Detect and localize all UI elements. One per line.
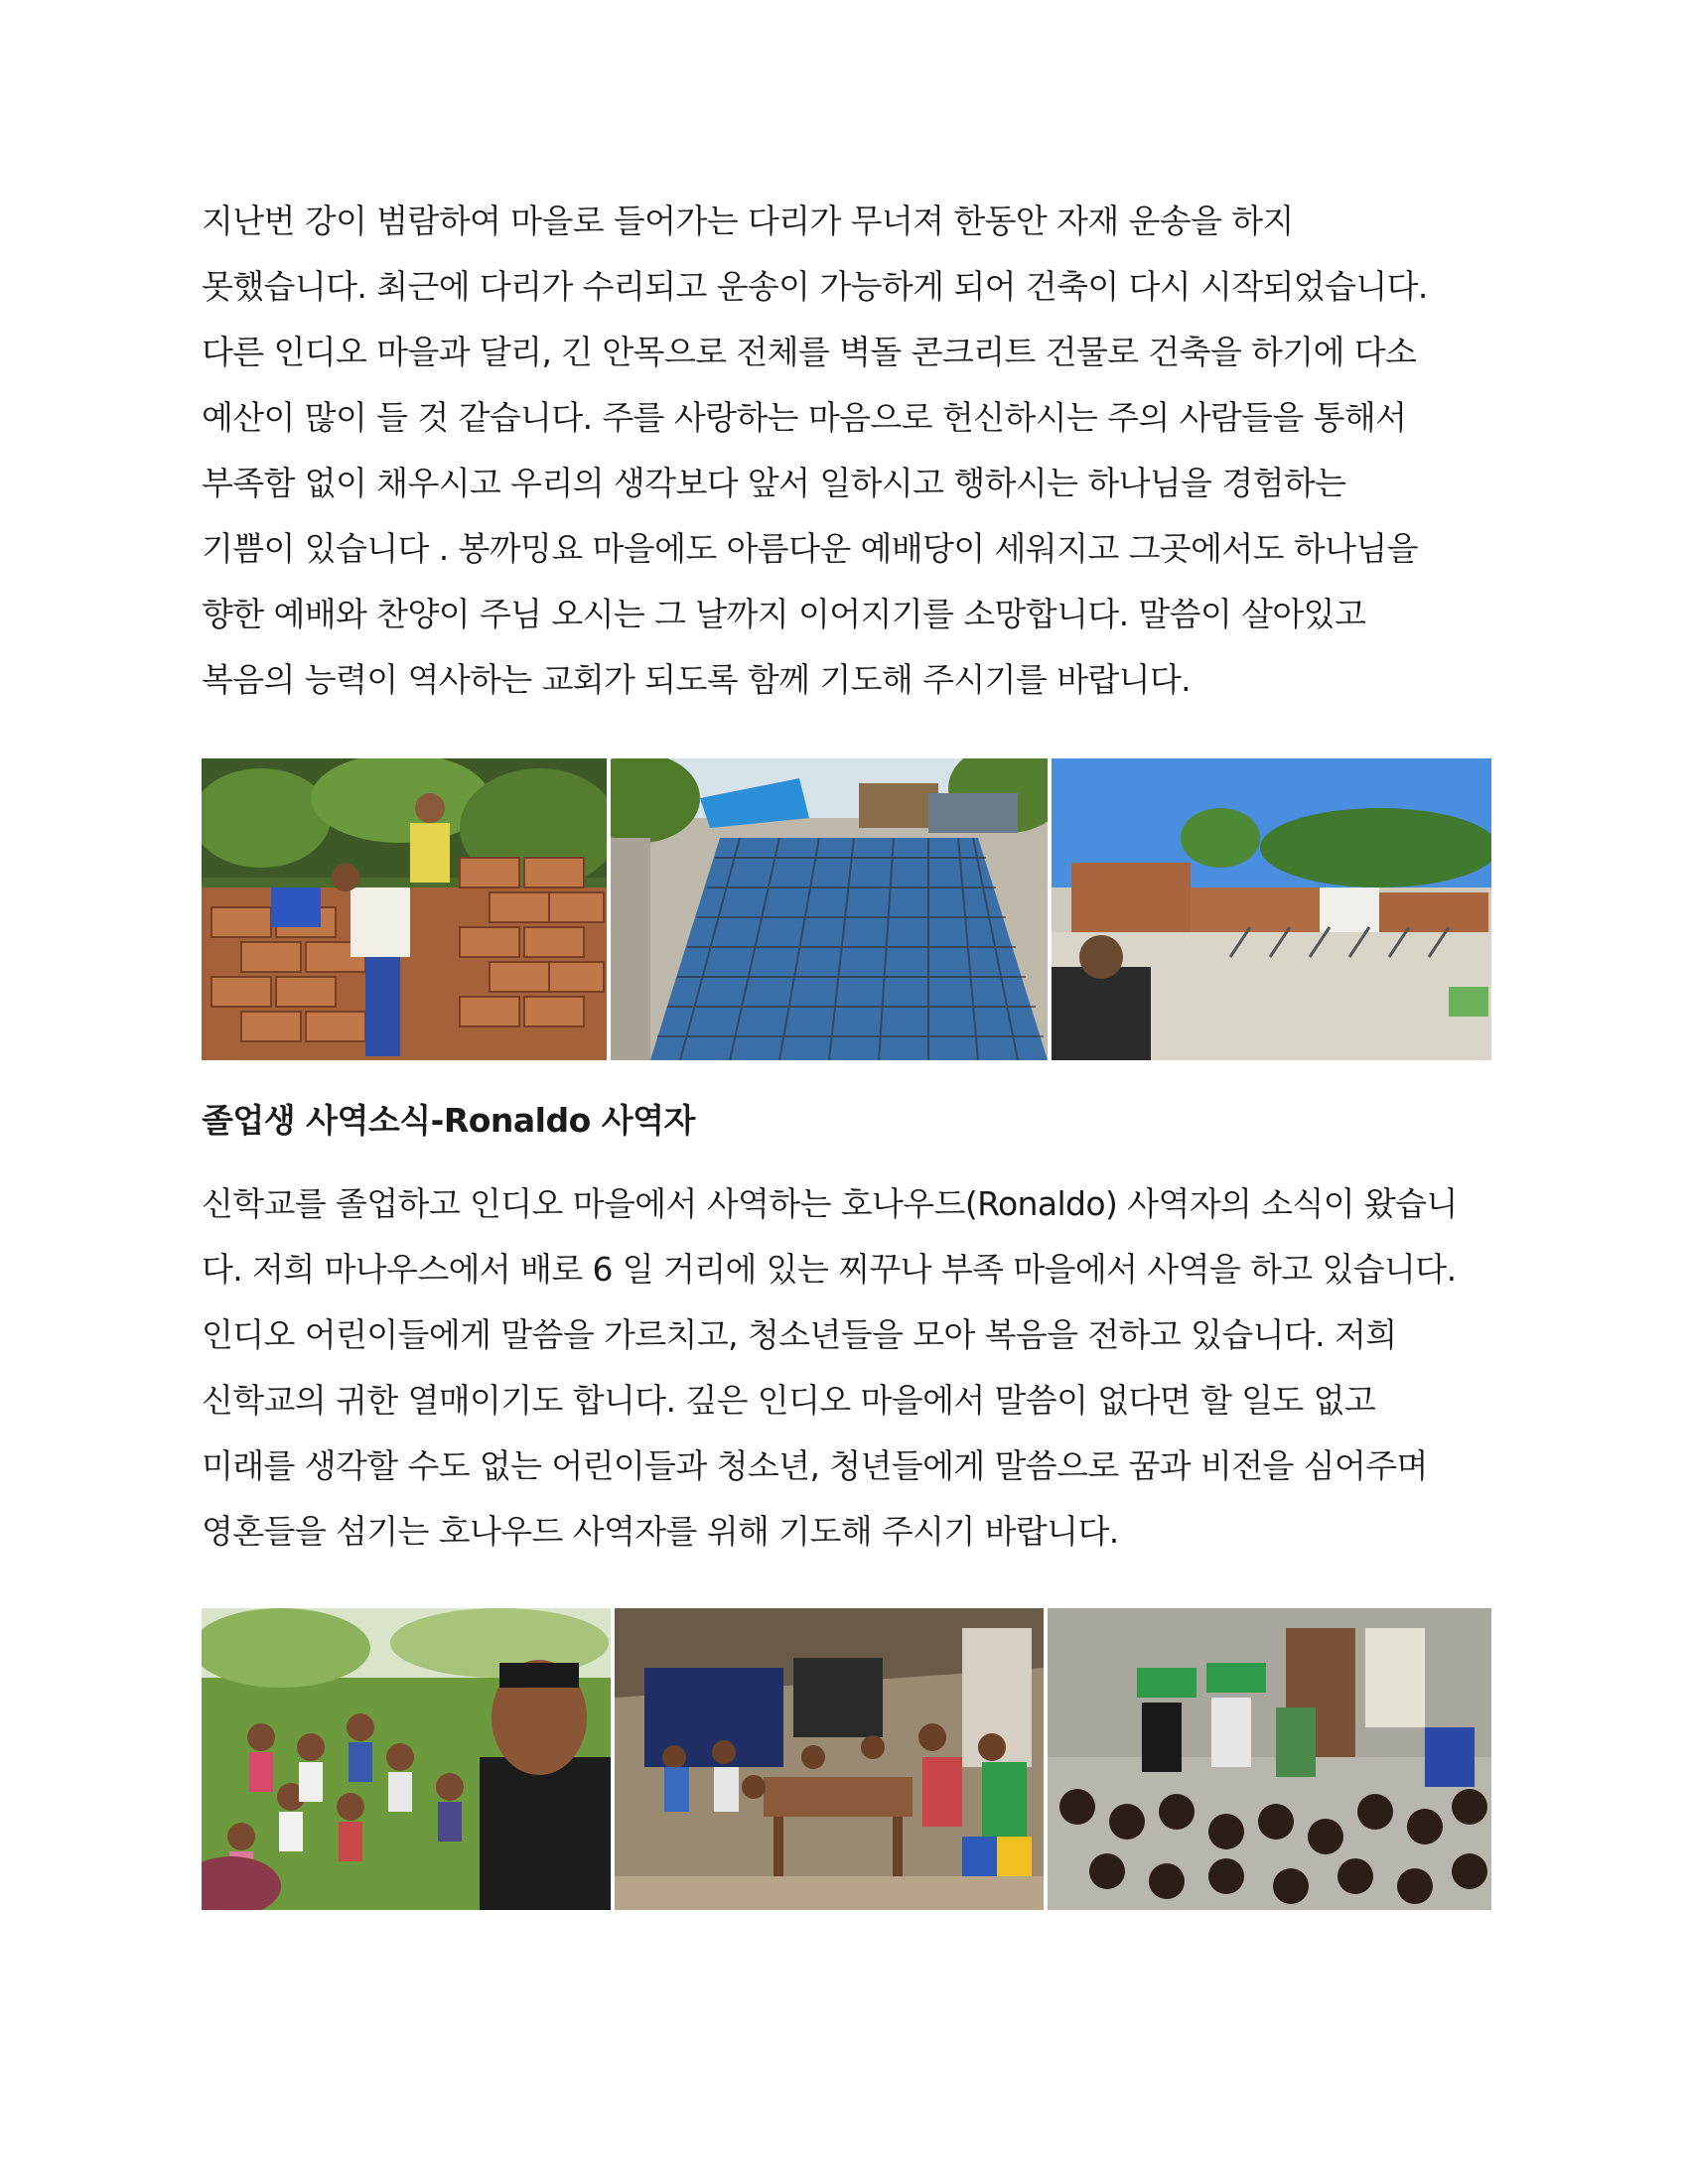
paragraph-line: 다. 저희 마나우스에서 배로 6 일 거리에 있는 찌꾸나 부족 마을에서 사역을 하고 있습니다. xyxy=(202,1250,1457,1289)
construction-photo-row xyxy=(202,758,1491,1060)
photo-outdoor-gathering xyxy=(202,1608,611,1910)
paragraph-line: 지난번 강이 범람하여 마을로 들어가는 다리가 무너져 한동안 자재 운송을 하지 xyxy=(202,202,1294,240)
paragraph-line: 향한 예배와 찬양이 주님 오시는 그 날까지 이어지기를 소망합니다. 말씀이 살아있고 xyxy=(202,595,1366,633)
photo-classroom xyxy=(615,1608,1044,1910)
photo-bricklaying xyxy=(202,758,607,1060)
paragraph-line: 미래를 생각할 수도 없는 어린이들과 청소년, 청년들에게 말씀으로 꿈과 비전을 심어주며 xyxy=(202,1446,1428,1485)
paragraph-line: 부족함 없이 채우시고 우리의 생각보다 앞서 일하시고 행하시는 하나님을 경험하는 xyxy=(202,464,1346,502)
photo-rebar-slab xyxy=(611,758,1048,1060)
paragraph-line: 기쁨이 있습니다 . 봉까밍요 마을에도 아름다운 예배당이 세워지고 그곳에서도 하나님을 xyxy=(202,529,1418,568)
photo-walls-site xyxy=(1052,758,1491,1060)
paragraph-line: 복음의 능력이 역사하는 교회가 되도록 함께 기도해 주시기를 바랍니다. xyxy=(202,660,1192,699)
photo-children-indoor xyxy=(1048,1608,1491,1910)
construction-paragraph xyxy=(202,189,1492,715)
paragraph-line: 예산이 많이 들 것 같습니다. 주를 사랑하는 마음으로 헌신하시는 주의 사람들을 통해서 xyxy=(202,398,1407,437)
ronaldo-section-heading: 졸업생 사역소식-Ronaldo 사역자 xyxy=(202,1101,695,1140)
paragraph-line: 다른 인디오 마을과 달리, 긴 안목으로 전체를 벽돌 콘크리트 건물로 건축을 하기에 다소 xyxy=(202,333,1417,371)
paragraph-line: 인디오 어린이들에게 말씀을 가르치고, 청소년들을 모아 복음을 전하고 있습니다. 저희 xyxy=(202,1315,1397,1354)
paragraph-line: 못했습니다. 최근에 다리가 수리되고 운송이 가능하게 되어 건축이 다시 시작되었습니다. xyxy=(202,267,1428,306)
paragraph-line: 신학교의 귀한 열매이기도 합니다. 깊은 인디오 마을에서 말씀이 없다면 할 일도 없고 xyxy=(202,1381,1376,1420)
ronaldo-paragraph xyxy=(202,1171,1492,1569)
paragraph-line: 신학교를 졸업하고 인디오 마을에서 사역하는 호나우드(Ronaldo) 사역자의 소식이 왔습니 xyxy=(202,1184,1458,1223)
ministry-photo-row xyxy=(202,1608,1491,1910)
paragraph-line: 영혼들을 섬기는 호나우드 사역자를 위해 기도해 주시기 바랍니다. xyxy=(202,1512,1119,1551)
